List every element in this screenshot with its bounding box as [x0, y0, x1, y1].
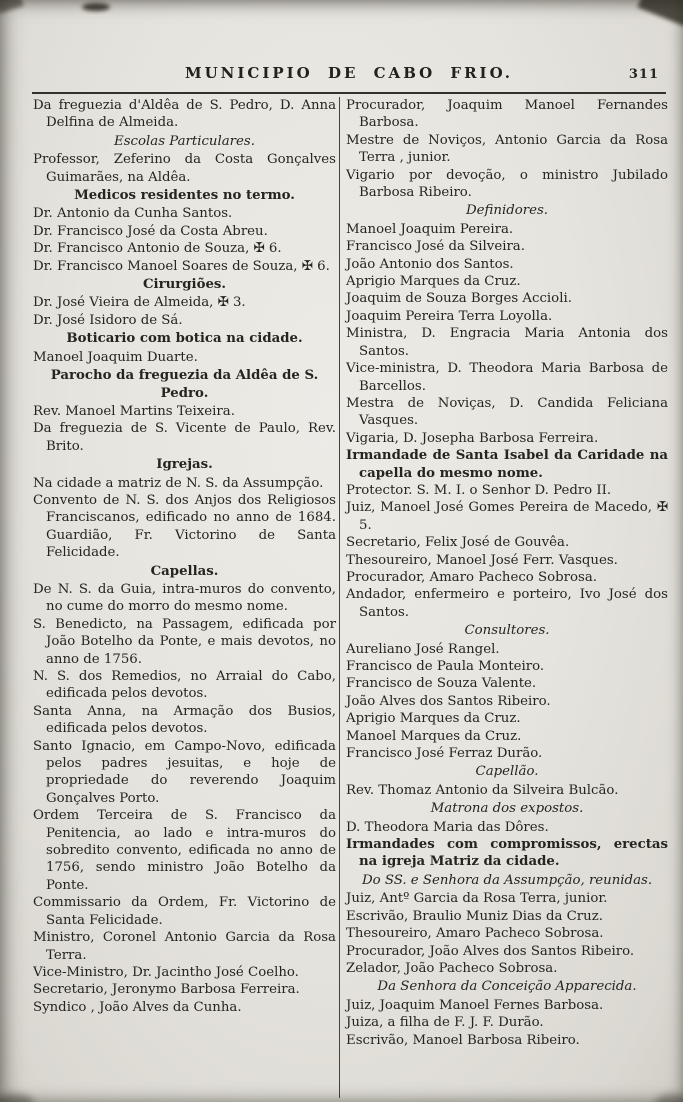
entry-line: Mestra de Noviças, D. Candida Feliciana Vasques. — [346, 395, 668, 429]
entry-line: Dr. Francisco José da Costa Abreu. — [33, 223, 268, 239]
entry-line: N. S. dos Remedios, no Arraial do Cabo, edificada pelos devotos. — [33, 669, 336, 702]
section-heading: Definidores. — [465, 203, 548, 219]
entry-line: Joaquim Pereira Terra Loyolla. — [346, 308, 553, 324]
column-divider — [339, 97, 340, 1098]
entry-line: Juiz, Manoel José Gomes Pereira de Macedo, ✠ 5. — [346, 500, 668, 533]
entry-line: Da freguezia de S. Vicente de Paulo, Rev. Brito. — [33, 421, 336, 454]
entry-line: Aprigio Marques da Cruz. — [346, 274, 521, 290]
scan-artifact — [0, 0, 24, 14]
entry-line: Rev. Manoel Martins Teixeira. — [33, 403, 235, 419]
entry-line: Procurador, Joaquim Manoel Fernandes Barbosa. — [346, 98, 668, 131]
entry-line: Dr. Antonio da Cunha Santos. — [33, 206, 233, 222]
entry-line: Dr. José Isidoro de Sá. — [33, 312, 183, 328]
entry-line: De N. S. da Guia, intra-muros do convento, no cume do morro do mesmo nome. — [33, 581, 336, 615]
entry-line: Da freguezia d'Aldêa de S. Pedro, D. Anna Delfina de Almeida. — [33, 98, 336, 131]
entry-line: Juiza, a filha de F. J. F. Durão. — [346, 1015, 544, 1031]
entry-line: Thesoureiro, Manoel José Ferr. Vasques. — [346, 552, 618, 568]
entry-line: Thesoureiro, Amaro Pacheco Sobrosa. — [346, 926, 604, 942]
page-header — [33, 64, 665, 88]
entry-line: Zelador, João Pacheco Sobrosa. — [346, 960, 558, 976]
section-heading: Boticario com botica na cidade. — [66, 331, 303, 347]
section-heading: Parocho da freguezia da Aldêa de S. Pedro. — [50, 368, 319, 401]
section-heading: Capellas. — [150, 563, 219, 579]
entry-line: Manoel Joaquim Duarte. — [33, 349, 198, 365]
header-rule — [32, 92, 666, 94]
entry-line: Vice-ministra, D. Theodora Maria Barbosa de Barcellos. — [346, 361, 668, 394]
running-title: MUNICIPIO DE CABO FRIO. — [185, 64, 513, 82]
scan-artifact — [82, 3, 110, 11]
entry-line: Escrivão, Manoel Barbosa Ribeiro. — [346, 1032, 580, 1048]
entry-line: Ministra, D. Engracia Maria Antonia dos Santos. — [346, 326, 668, 359]
section-heading: Igrejas. — [156, 457, 213, 473]
entry-line: Procurador, Amaro Pacheco Sobrosa. — [346, 569, 597, 585]
section-heading: Escolas Particulares. — [114, 133, 255, 149]
page-number: 311 — [628, 67, 659, 82]
entry-line: Ordem Terceira de S. Francisco da Penitencia, ao lado e intra-muros do sobredito convento, edificada no anno de 1756, sendo ministro João Botelho da Ponte. — [33, 808, 336, 893]
entry-line: Secretario, Jeronymo Barbosa Ferreira. — [33, 982, 300, 998]
entry-line: Aprigio Marques da Cruz. — [346, 711, 521, 727]
section-heading: Capellão. — [475, 764, 539, 780]
entry-line: Dr. Francisco Manoel Soares de Souza, ✠ 6. — [33, 258, 330, 274]
entry-line: Vigaria, D. Josepha Barbosa Ferreira. — [346, 430, 599, 446]
entry-line: Santa Anna, na Armação dos Busios, edificada pelos devotos. — [33, 703, 336, 737]
entry-line: Manoel Joaquim Pereira. — [346, 221, 514, 237]
entry-line: Andador, enfermeiro e porteiro, Ivo José dos Santos. — [346, 587, 668, 620]
entry-line: Vigario por devoção, o ministro Jubilado Barbosa Ribeiro. — [346, 167, 668, 201]
entry-line: Francisco de Souza Valente. — [346, 676, 537, 692]
section-heading: Matrona dos expostos. — [430, 801, 584, 817]
entry-line: Professor, Zeferino da Costa Gonçalves Guimarães, na Aldêa. — [33, 152, 336, 185]
entry-line: Protector. S. M. I. o Senhor D. Pedro II. — [346, 482, 612, 498]
left-column — [33, 97, 336, 1098]
entry-line: Ministro, Coronel Antonio Garcia da Rosa Terra. — [33, 930, 336, 963]
entry-line: Procurador, João Alves dos Santos Ribeiro. — [346, 943, 635, 959]
text-columns — [33, 97, 668, 1098]
entry-line: João Antonio dos Santos. — [346, 256, 514, 272]
entry-line: Escrivão, Braulio Muniz Dias da Cruz. — [346, 908, 603, 924]
entry-line: Juiz, Antº Garcia da Rosa Terra, junior. — [346, 891, 608, 907]
entry-line: Dr. Francisco Antonio de Souza, ✠ 6. — [33, 241, 282, 257]
entry-line: Dr. José Vieira de Almeida, ✠ 3. — [33, 295, 246, 311]
entry-line: Na cidade a matriz de N. S. da Assumpção. — [33, 475, 324, 491]
entry-line: Joaquim de Souza Borges Accioli. — [346, 291, 572, 307]
entry-line: Irmandade de Santa Isabel da Caridade na capella do mesmo nome. — [346, 448, 668, 481]
entry-line: Juiz, Joaquim Manoel Fernes Barbosa. — [346, 997, 604, 1013]
section-heading: Do SS. e Senhora da Assumpção, reunidas. — [361, 872, 653, 888]
entry-line: Santo Ignacio, em Campo-Novo, edificada pelos padres jesuitas, e hoje de propriedade do reverendo Joaquim Gonçalves Porto. — [33, 738, 336, 806]
entry-line: Francisco de Paula Monteiro. — [346, 659, 545, 674]
scan-artifact — [0, 1094, 34, 1102]
entry-line: Francisco José Ferraz Durão. — [346, 746, 543, 762]
entry-line: Commissario da Ordem, Fr. Victorino de Santa Felicidade. — [33, 895, 336, 928]
entry-line: Aureliano José Rangel. — [346, 641, 500, 657]
entry-line: Syndico , João Alves da Cunha. — [33, 999, 242, 1015]
entry-line: João Alves dos Santos Ribeiro. — [346, 693, 551, 709]
entry-line: Convento de N. S. dos Anjos dos Religiosos Franciscanos, edificado no anno de 1684. Guardião, Fr. Victorino de Santa Felicidade. — [33, 492, 336, 561]
entry-line: Vice-Ministro, Dr. Jacintho José Coelho. — [33, 964, 299, 980]
entry-line: D. Theodora Maria das Dôres. — [346, 819, 549, 835]
scan-artifact — [637, 0, 683, 27]
section-heading: Da Senhora da Conceição Apparecida. — [377, 979, 637, 995]
entry-line: Francisco José da Silveira. — [346, 239, 525, 255]
section-heading: Medicos residentes no termo. — [74, 188, 295, 204]
entry-line: Rev. Thomaz Antonio da Silveira Bulcão. — [346, 782, 619, 798]
entry-line: Mestre de Noviços, Antonio Garcia da Rosa Terra , junior. — [346, 132, 668, 166]
right-column — [342, 97, 668, 1098]
entry-line: S. Benedicto, na Passagem, edificada por João Botelho da Ponte, e mais devotos, no anno de 1756. — [33, 616, 336, 667]
entry-line: Manoel Marques da Cruz. — [346, 728, 522, 744]
entry-line: Secretario, Felix José de Gouvêa. — [346, 535, 570, 551]
section-heading: Consultores. — [464, 623, 550, 639]
entry-line: Irmandades com compromissos, erectas na igreja Matriz da cidade. — [346, 837, 668, 870]
section-heading: Cirurgiões. — [142, 277, 227, 293]
